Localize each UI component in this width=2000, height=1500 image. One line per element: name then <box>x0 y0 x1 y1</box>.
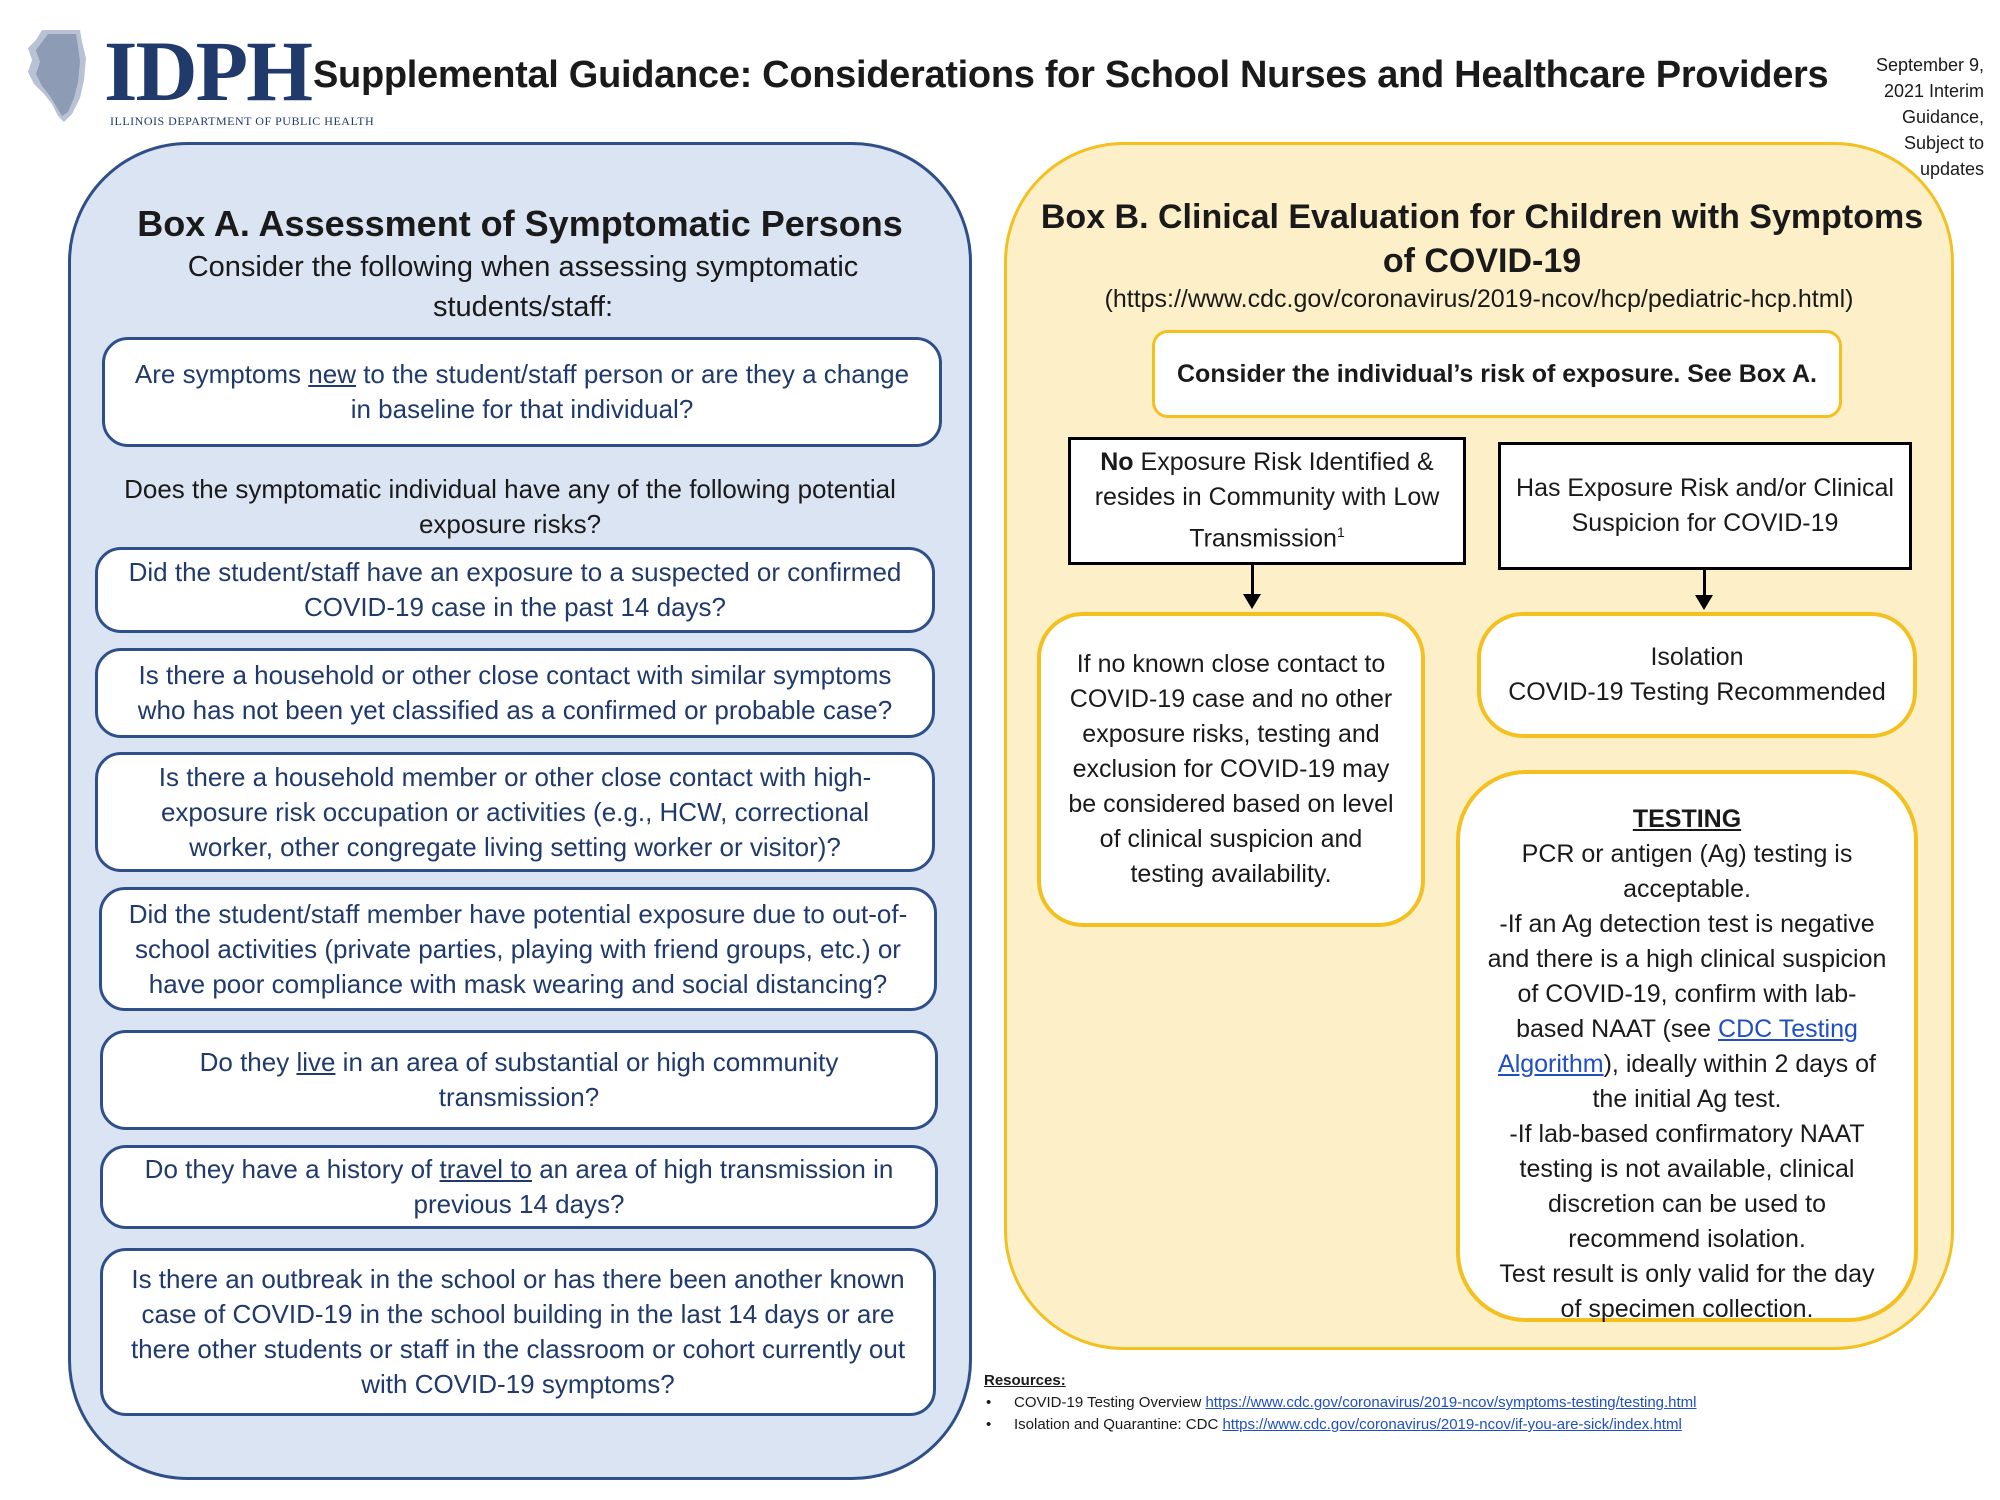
question-high-exposure-occupation: Is there a household member or other close contact with high-exposure risk occupation or activities (e.g., HCW, correctional worker, other congregate living setting worker or visitor)? <box>95 752 935 872</box>
resource-item: • Isolation and Quarantine: CDC https://www.cdc.gov/coronavirus/2019-ncov/if-you-are-sick/index.html <box>984 1414 1984 1436</box>
testing-recommended-label: COVID-19 Testing Recommended <box>1508 678 1886 706</box>
testing-info-card <box>1456 770 1918 1322</box>
arrow-down-icon <box>1703 570 1706 596</box>
date-note: September 9, 2021 Interim Guidance, Subject to updates <box>1875 55 1984 179</box>
has-exposure-risk-box: Has Exposure Risk and/or Clinical Suspicion for COVID-19 <box>1498 442 1912 570</box>
isolation-label: Isolation <box>1650 643 1744 671</box>
testing-validity-text: Test result is only valid for the day of specimen collection. <box>1499 1260 1875 1323</box>
question-community-transmission: Do they live in an area of substantial or high community transmission? <box>100 1030 938 1130</box>
logo-wordmark: IDPH <box>104 23 311 119</box>
box-a-subtitle: Consider the following when assessing symptomatic students/staff: <box>187 251 859 323</box>
cdc-testing-algorithm-link[interactable]: CDC Testing Algorithm <box>1498 1015 1858 1078</box>
no-exposure-risk-box: No Exposure Risk Identified & resides in Community with Low Transmission$^1$ <box>1068 437 1466 565</box>
question-out-of-school-activities: Did the student/staff member have potential exposure due to out-of-school activities (private parties, playing with friend groups, etc.) or have poor compliance with mask wearing and social distancing? <box>99 887 937 1011</box>
question-household-contact: Is there a household or other close contact with similar symptoms who has not been yet classified as a confirmed or probable case? <box>95 648 935 738</box>
testing-acceptable-text: PCR or antigen (Ag) testing is acceptable. <box>1521 840 1853 903</box>
resource-item: • COVID-19 Testing Overview https://www.cdc.gov/coronavirus/2019-ncov/symptoms-testing/testing.html <box>984 1392 1984 1414</box>
question-new-symptoms: Are symptoms new to the student/staff person or are they a change in baseline for that individual? <box>102 337 942 447</box>
testing-overview-link[interactable]: https://www.cdc.gov/coronavirus/2019-ncov/symptoms-testing/testing.html <box>1205 1394 1697 1411</box>
box-b-url: (https://www.cdc.gov/coronavirus/2019-ncov/hcp/pediatric-hcp.html) <box>1104 285 1854 313</box>
resources-title: Resources: <box>984 1372 1066 1389</box>
question-travel-history: Do they have a history of travel to an area of high transmission in previous 14 days? <box>100 1145 938 1229</box>
exposure-risk-prompt: Does the symptomatic individual have any of the following potential exposure risks? <box>124 474 896 539</box>
resources-section <box>984 1370 1984 1436</box>
no-risk-outcome-card: If no known close contact to COVID-19 case and no other exposure risks, testing and exclusion for COVID-19 may be considered based on level of clinical suspicion and testing availability. <box>1037 612 1425 927</box>
page-title: Supplemental Guidance: Considerations for School Nurses and Healthcare Providers <box>313 54 1829 96</box>
logo-subtitle: ILLINOIS DEPARTMENT OF PUBLIC HEALTH <box>110 114 375 128</box>
isolation-testing-card <box>1477 612 1917 738</box>
box-a-title: Box A. Assessment of Symptomatic Persons <box>137 203 903 244</box>
box-b-title: Box B. Clinical Evaluation for Children with Symptoms of COVID-19 <box>1040 198 1924 280</box>
question-exposure-case: Did the student/staff have an exposure to a suspected or confirmed COVID-19 case in the past 14 days? <box>95 547 935 633</box>
arrow-down-icon <box>1251 565 1254 595</box>
testing-title: TESTING <box>1632 805 1742 833</box>
question-school-outbreak: Is there an outbreak in the school or has there been another known case of COVID-19 in the school building in the last 14 days or are there other students or staff in the classroom or cohort currently out with COVID-19 symptoms? <box>100 1248 936 1416</box>
testing-ag-negative-text: -If an Ag detection test is negative and there is a high clinical suspicion of COVID-19, confirm with lab-based NAAT (see CDC Testing Algorithm), ideally within 2 days of the initial Ag test. <box>1487 910 1887 1113</box>
isolation-quarantine-link[interactable]: https://www.cdc.gov/coronavirus/2019-ncov/if-you-are-sick/index.html <box>1222 1416 1682 1433</box>
idph-logo <box>22 23 375 128</box>
risk-of-exposure-box: Consider the individual’s risk of exposure. See Box A. <box>1152 330 1842 418</box>
testing-naat-unavailable-text: -If lab-based confirmatory NAAT testing is not available, clinical discretion can be used to recommend isolation. <box>1509 1120 1865 1253</box>
illinois-map-icon <box>22 28 92 124</box>
